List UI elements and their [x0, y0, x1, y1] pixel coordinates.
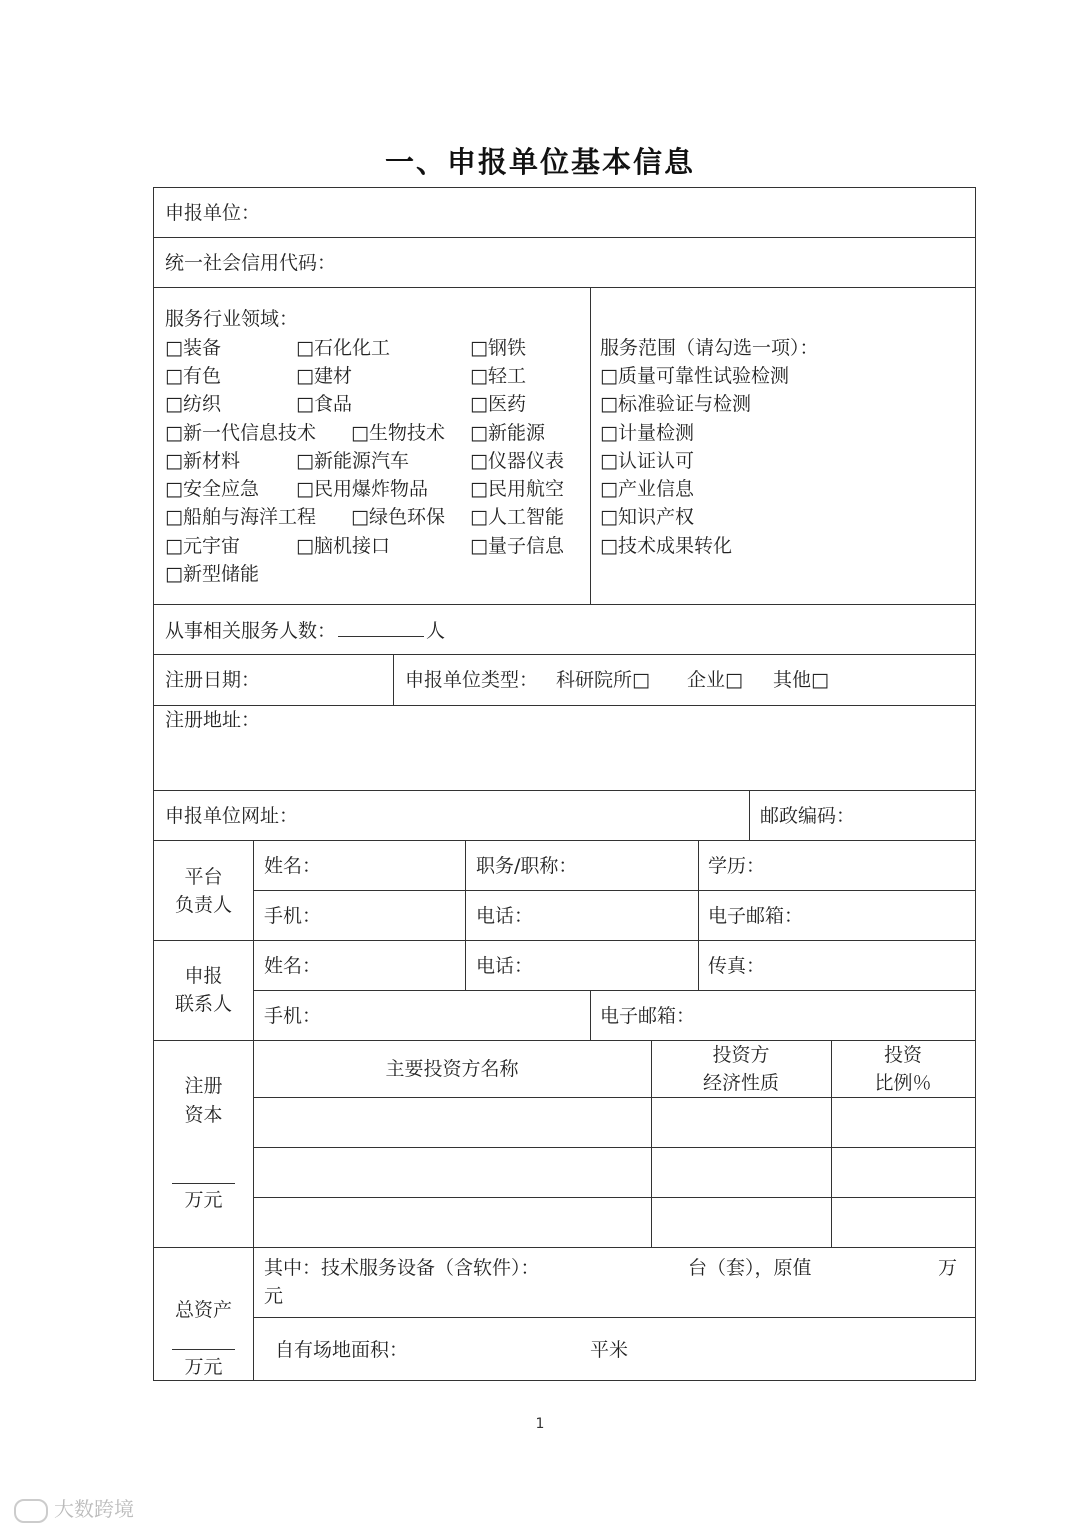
row-divider — [253, 1197, 975, 1198]
row-divider — [253, 1317, 975, 1318]
checkbox-shipbuilding[interactable]: □船舶与海洋工程 — [165, 506, 316, 528]
website-label: 申报单位网址： — [165, 805, 299, 827]
checkbox-light-industry[interactable]: □轻工 — [470, 365, 526, 387]
unit-name-label: 申报单位： — [165, 202, 261, 224]
checkbox-research-institute[interactable]: 科研院所□ — [556, 669, 650, 691]
checkbox-nev[interactable]: □新能源汽车 — [296, 450, 409, 472]
assets-label: 总资产 — [174, 1299, 232, 1321]
row-divider — [154, 840, 975, 841]
checkbox-new-energy[interactable]: □新能源 — [470, 422, 545, 444]
reg-address-label: 注册地址： — [165, 709, 261, 731]
row-divider — [154, 654, 975, 655]
checkbox-safety-emergency[interactable]: □安全应急 — [165, 478, 259, 500]
watermark — [14, 1493, 134, 1523]
col-investor-nature-2: 经济性质 — [702, 1072, 779, 1094]
platform-head-email-label: 电子邮箱： — [708, 905, 804, 927]
col-divider — [393, 654, 394, 705]
row-divider — [154, 1247, 975, 1248]
equipment-unit-2: 元 — [264, 1285, 284, 1307]
application-form-table — [153, 187, 976, 1381]
checkbox-petrochemical[interactable]: □石化化工 — [296, 337, 390, 359]
postcode-label: 邮政编码： — [760, 805, 856, 827]
staff-count-label: 从事相关服务人数： — [165, 620, 337, 642]
col-investment-ratio-2: 比例％ — [874, 1072, 932, 1094]
assets-amount-input[interactable] — [172, 1349, 235, 1350]
checkbox-building-materials[interactable]: □建材 — [296, 365, 352, 387]
col-divider — [749, 790, 750, 840]
industry-label: 服务行业领域： — [165, 308, 299, 330]
staff-count-row — [165, 616, 445, 645]
checkbox-energy-storage[interactable]: □新型储能 — [165, 563, 259, 585]
platform-head-mobile-label: 手机： — [264, 905, 322, 927]
col-investor-nature-1: 投资方 — [712, 1044, 770, 1066]
watermark-text: 大数跨境 — [54, 1497, 134, 1521]
page-number: 1 — [535, 1416, 545, 1432]
checkbox-civil-aviation[interactable]: □民用航空 — [470, 478, 564, 500]
row-divider — [253, 990, 975, 991]
equipment-unit: 万 — [938, 1257, 958, 1279]
contact-name-label: 姓名： — [264, 955, 322, 977]
row-divider — [253, 890, 975, 891]
checkbox-food[interactable]: □食品 — [296, 393, 352, 415]
credit-code-label: 统一社会信用代码： — [165, 252, 337, 274]
row-divider — [154, 790, 975, 791]
platform-head-phone-label: 电话： — [476, 905, 534, 927]
platform-head-education-label: 学历： — [708, 855, 766, 877]
col-divider — [590, 990, 591, 1040]
col-divider — [253, 840, 254, 1381]
contact-email-label: 电子邮箱： — [600, 1005, 696, 1027]
row-divider — [253, 1097, 975, 1098]
checkbox-metrology[interactable]: □计量检测 — [600, 422, 694, 444]
checkbox-certification[interactable]: □认证认可 — [600, 450, 694, 472]
row-divider — [154, 604, 975, 605]
staff-unit: 人 — [426, 620, 446, 642]
page-title: 一、申报单位基本信息 — [384, 145, 695, 179]
checkbox-industry-info[interactable]: □产业信息 — [600, 478, 694, 500]
checkbox-nonferrous[interactable]: □有色 — [165, 365, 221, 387]
checkbox-steel[interactable]: □钢铁 — [470, 337, 526, 359]
platform-head-position-label: 职务/职称： — [476, 855, 578, 877]
contact-label-1: 申报 — [184, 965, 223, 987]
equipment-prefix: 其中：技术服务设备（含软件）： — [264, 1257, 540, 1279]
checkbox-metaverse[interactable]: □元宇宙 — [165, 535, 240, 557]
watermark-logo-icon — [14, 1499, 48, 1523]
col-divider — [590, 287, 591, 604]
checkbox-equipment[interactable]: □装备 — [165, 337, 221, 359]
row-divider — [154, 287, 975, 288]
area-unit: 平米 — [590, 1339, 629, 1361]
checkbox-standard-verification[interactable]: □标准验证与检测 — [600, 393, 751, 415]
platform-head-label-1: 平台 — [184, 866, 223, 888]
checkbox-biotech[interactable]: □生物技术 — [351, 422, 445, 444]
contact-phone-label: 电话： — [476, 955, 534, 977]
area-label: 自有场地面积： — [275, 1339, 409, 1361]
col-divider — [698, 840, 699, 990]
checkbox-civil-explosives[interactable]: □民用爆炸物品 — [296, 478, 428, 500]
checkbox-other[interactable]: 其他□ — [773, 669, 829, 691]
checkbox-quantum[interactable]: □量子信息 — [470, 535, 564, 557]
capital-label-1: 注册 — [184, 1075, 223, 1097]
checkbox-new-materials[interactable]: □新材料 — [165, 450, 240, 472]
checkbox-textile[interactable]: □纺织 — [165, 393, 221, 415]
row-divider — [253, 1147, 975, 1148]
checkbox-enterprise[interactable]: 企业□ — [687, 669, 743, 691]
row-divider — [154, 705, 975, 706]
row-divider — [154, 237, 975, 238]
reg-date-label: 注册日期： — [165, 669, 261, 691]
checkbox-bci[interactable]: □脑机接口 — [296, 535, 390, 557]
checkbox-medicine[interactable]: □医药 — [470, 393, 526, 415]
contact-label-2: 联系人 — [174, 993, 232, 1015]
capital-unit: 万元 — [184, 1189, 223, 1211]
checkbox-green-environment[interactable]: □绿色环保 — [351, 506, 445, 528]
equipment-sets: 台（套），原值 — [688, 1257, 812, 1279]
capital-label-2: 资本 — [184, 1104, 223, 1126]
scope-label: 服务范围（请勾选一项）： — [600, 337, 819, 359]
assets-unit: 万元 — [184, 1356, 223, 1378]
contact-mobile-label: 手机： — [264, 1005, 322, 1027]
col-investment-ratio-1: 投资 — [883, 1044, 922, 1066]
platform-head-name-label: 姓名： — [264, 855, 322, 877]
checkbox-ip[interactable]: □知识产权 — [600, 506, 694, 528]
capital-amount-input[interactable] — [172, 1183, 235, 1184]
col-investor-name: 主要投资方名称 — [385, 1058, 519, 1080]
staff-count-input[interactable] — [338, 616, 424, 637]
contact-fax-label: 传真： — [708, 955, 766, 977]
col-divider — [465, 840, 466, 990]
unit-type-label: 申报单位类型： — [405, 669, 539, 691]
checkbox-next-gen-it[interactable]: □新一代信息技术 — [165, 422, 316, 444]
checkbox-ai[interactable]: □人工智能 — [470, 506, 564, 528]
row-divider — [154, 940, 975, 941]
checkbox-instruments[interactable]: □仪器仪表 — [470, 450, 564, 472]
checkbox-reliability-testing[interactable]: □质量可靠性试验检测 — [600, 365, 789, 387]
checkbox-tech-transfer[interactable]: □技术成果转化 — [600, 535, 732, 557]
platform-head-label-2: 负责人 — [174, 894, 232, 916]
